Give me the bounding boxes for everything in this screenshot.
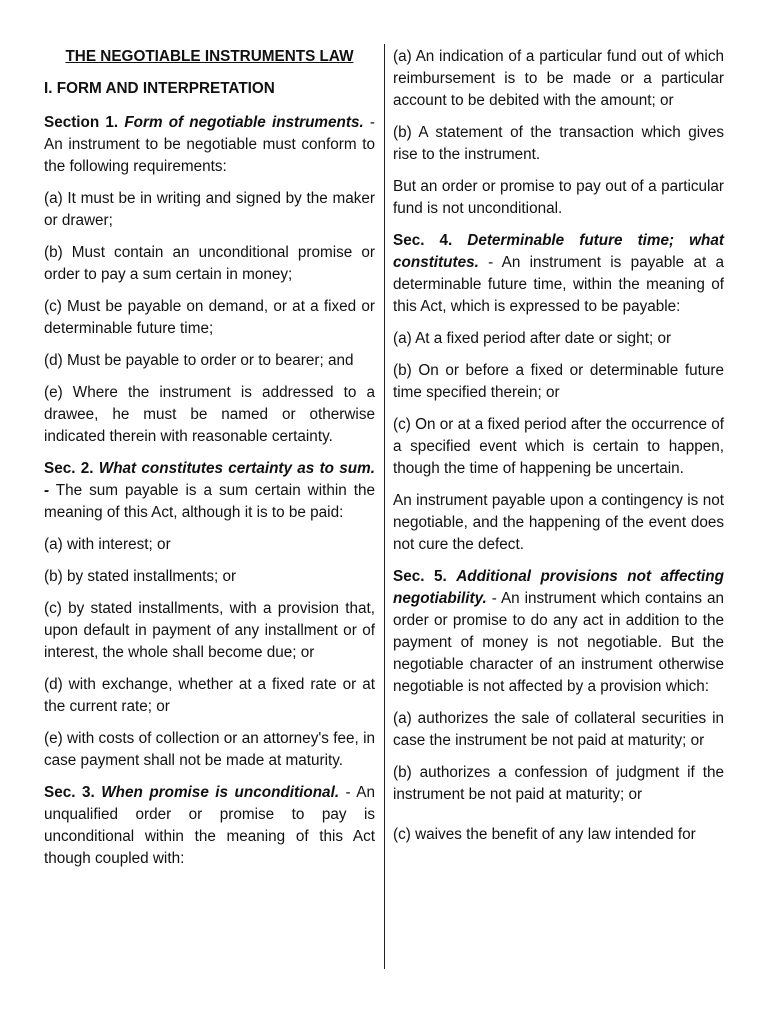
section-1-label: Section 1. [44,114,125,131]
section-3-label: Sec. 3. [44,784,102,801]
section-2-item-b: (b) by stated installments; or [44,568,237,585]
left-column [44,46,375,880]
section-4-tail: An instrument payable upon a contingency is not negotiable, and the happening of the event does not cure the defect. [393,492,724,553]
section-4-item-a: (a) At a fixed period after date or sight; or [393,330,672,347]
section-3 [44,782,375,870]
column-divider [384,44,385,969]
section-1-text: -An instrument to be negotiable must conform to the following requirements: [44,114,375,175]
section-1 [44,112,375,178]
section-3-item-a: (a) An indication of a particular fund out of which reimbursement is to be made or a particular account to be debited with the amount; or [393,48,724,109]
section-2-item-d: (d) with exchange, whether at a fixed rate or at the current rate; or [44,676,375,715]
section-4-item-c: (c) On or at a fixed period after the occurrence of a specified event which is certain to happen, though the time of happening be uncertain. [393,416,724,477]
section-4-item-b: (b) On or before a fixed or determinable future time specified therein; or [393,362,724,401]
section-1-item-e: (e) Where the instrument is addressed to a drawee, he must be named or otherwise indicated therein with reasonable certainty. [44,384,375,445]
section-5-item-a: (a) authorizes the sale of collateral securities in case the instrument be not paid at maturity; or [393,710,724,749]
section-5-label: Sec. 5. [393,568,457,585]
section-1-item-a: (a) It must be in writing and signed by the maker or drawer; [44,190,375,229]
section-5-item-c: (c) waives the benefit of any law intended for [393,826,696,843]
section-1-heading: Form of negotiable instruments. [124,114,364,131]
section-3-text: - An unqualified order or promise to pay is unconditional within the meaning of this Act though coupled with: [44,784,376,867]
section-2 [44,458,375,524]
section-5-item-b: (b) authorizes a confession of judgment if the instrument be not paid at maturity; or [393,764,724,803]
section-4 [393,230,724,318]
section-1-item-b: (b) Must contain an unconditional promise or order to pay a sum certain in money; [44,244,375,283]
section-1-item-d: (d) Must be payable to order or to bearer; and [44,352,354,369]
section-2-item-e: (e) with costs of collection or an attorney's fee, in case payment shall not be made at maturity. [44,730,375,769]
section-3-item-b: (b) A statement of the transaction which gives rise to the instrument. [393,124,724,163]
section-2-item-a: (a) with interest; or [44,536,171,553]
section-2-text: The sum payable is a sum certain within the meaning of this Act, although it is to be paid: [44,482,375,521]
section-5 [393,566,724,698]
right-column [393,46,724,856]
section-4-heading: Determinable future time; what constitutes. [393,232,724,271]
section-1-item-c: (c) Must be payable on demand, or at a fixed or determinable future time; [44,298,375,337]
section-3-tail: But an order or promise to pay out of a particular fund is not unconditional. [393,178,724,217]
document-title: THE NEGOTIABLE INSTRUMENTS LAW [65,48,354,65]
section-3-heading: When promise is unconditional. [101,784,340,801]
section-5-heading: Additional provisions not affecting negotiability. [393,568,724,607]
section-2-item-c: (c) by stated installments, with a provision that, upon default in payment of any installment or of interest, the whole shall become due; or [44,600,375,661]
section-5-text: - An instrument which contains an order or promise to do any act in addition to the payment of money is not negotiable. But the negotiable character of an instrument otherwise negotiable is not affected by a provision which: [393,590,724,695]
section-4-label: Sec. 4. [393,232,468,249]
section-2-heading: What constitutes certainty as to sum. - [44,460,375,499]
section-2-label: Sec. 2. [44,460,99,477]
part-heading: I. FORM AND INTERPRETATION [44,80,275,97]
section-4-text: - An instrument is payable at a determinable future time, within the meaning of this Act, which is expressed to be payable: [393,254,724,315]
